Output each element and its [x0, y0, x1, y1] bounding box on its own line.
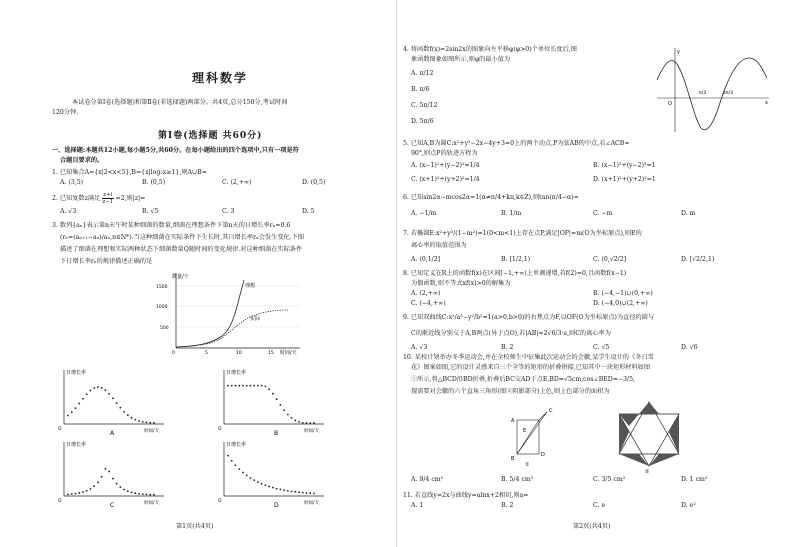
q8-option-a: A. (2,+∞)	[411, 290, 441, 297]
c-dot	[116, 483, 118, 485]
b-dot	[231, 385, 233, 387]
fig1-label-e: E	[523, 428, 527, 434]
c-y-label: 日增长率	[66, 442, 87, 448]
q6-option-a: A. −1/m	[411, 210, 437, 217]
q4-sine-curve	[657, 58, 767, 130]
c-dot	[67, 493, 69, 495]
option-b-chart	[212, 366, 332, 436]
fig1-folded-bc	[517, 412, 547, 454]
b-dot	[227, 385, 229, 387]
b-dot	[302, 422, 304, 424]
q10-option-a: A. 9/4 cm²	[411, 476, 444, 483]
q7-option-a: A. (0,1/2]	[411, 256, 441, 263]
b-dot	[246, 385, 248, 387]
d-dots	[227, 455, 315, 495]
q5-option-a: A. (x−1)²+(y−2)²=1/4	[411, 162, 480, 169]
q8-option-c: C. (−4,+∞)	[411, 300, 446, 307]
a-dot	[138, 420, 140, 422]
q5-option-b: B. (x−1)²+(y−2)²=1	[593, 162, 656, 169]
ideal-curve	[176, 280, 244, 347]
b-dot	[235, 385, 237, 387]
q5-option-d: D. (x+1)²+(y+2)²=1	[593, 176, 656, 183]
fig1-label-d: D	[541, 452, 545, 458]
b-dot	[298, 421, 300, 423]
b-dot	[287, 414, 289, 416]
b-dots	[227, 385, 315, 424]
question-3-line-4: 下日增长率rₙ的规律描述正确的是	[60, 258, 153, 265]
d-dot	[242, 472, 244, 474]
a-dot	[82, 398, 84, 400]
a-dots	[67, 386, 155, 424]
a-dot	[101, 387, 103, 389]
c-dot	[123, 489, 125, 491]
q7-option-b: B. [1/2,1)	[501, 256, 531, 263]
fig2-shade-1	[639, 402, 659, 414]
a-dot	[108, 393, 110, 395]
question-4-line-2: 象函数图象如图所示,则φ的最小值为	[411, 56, 511, 63]
a-dot	[116, 402, 118, 404]
q1-option-d: D. (0,5)	[302, 179, 326, 186]
a-dot	[78, 403, 80, 405]
q4-tick-2: 2π/3	[723, 91, 733, 96]
q2-option-d: D. 5	[302, 208, 315, 215]
q11-option-b: B. 2	[501, 502, 514, 509]
c-letter: C	[110, 502, 115, 508]
d-origin: O	[218, 499, 222, 504]
question-4-line-1: 4. 将函数f(x)=2sin2x的图象向左平移φ(φ>0)个单位长度后,图	[403, 46, 577, 53]
q4-tick-1: π/3	[699, 91, 707, 96]
d-dot	[313, 493, 315, 495]
right-page	[397, 0, 794, 547]
ideal-label: 理想	[245, 283, 256, 289]
c-dot	[112, 478, 114, 480]
question-1: 1. 已知集合A={x|2<x<5},B={x|log₂x≥1},则A∪B=	[52, 169, 207, 176]
q7-option-d: D. [√2/2,1)	[681, 256, 715, 263]
b-dot	[272, 393, 274, 395]
fig1-caption: ①	[525, 462, 530, 468]
q9-option-c: C. √5	[593, 344, 610, 351]
section-1-heading: 第Ⅰ卷(选择题 共60分)	[158, 131, 263, 141]
fig2-shade-2	[669, 414, 679, 454]
main-y-label: 数量/个	[172, 274, 189, 280]
a-dot	[71, 411, 73, 413]
question-3-line-3: 描述了细菌在理想和实际两种状态下细菌数量Q随时间的变化规律.对这种细菌在实际条件	[60, 246, 303, 253]
a-dot	[146, 422, 148, 424]
q10-option-c: C. 3/5 cm²	[593, 476, 626, 483]
a-dot	[119, 407, 121, 409]
c-dot	[90, 488, 92, 490]
q4-y-label: y	[677, 49, 680, 55]
q6-option-b: B. 1/m	[501, 210, 522, 217]
fig2-shade-3	[649, 454, 679, 466]
q2-text-a: 2. 已知复数z满足	[52, 195, 101, 202]
q1-option-c: C. (2,+∞)	[222, 179, 252, 186]
real-label: 实际	[250, 316, 261, 322]
a-dot	[134, 419, 136, 421]
ytick-1500: 1500	[156, 285, 168, 290]
q10-option-d: D. 1 cm²	[681, 476, 708, 483]
q10-figure-1	[507, 400, 577, 470]
question-3-line-2: (rₙ=(aₙ₊₁−aₙ)/aₙ,n∈N*).当这种细菌在实际条件下生长时,其日增长率rₙ会发生变化.下图	[60, 234, 305, 241]
c-dot	[138, 493, 140, 495]
b-dot	[264, 385, 266, 387]
q4-sine-graph	[653, 44, 773, 134]
q4-option-d: D. 5π/6	[411, 118, 434, 125]
bacteria-quantity-chart	[150, 268, 310, 358]
fig2-shade-4	[619, 454, 649, 466]
b-dot	[253, 385, 255, 387]
d-dot	[272, 487, 274, 489]
c-dot	[149, 494, 151, 496]
c-dot	[153, 494, 155, 496]
a-x-label: 时间/天	[144, 429, 160, 434]
question-11: 11. 若直线y=2x与曲线y=alnx+2相切,则a=	[403, 492, 529, 499]
main-x-label: 时间/天	[280, 350, 297, 356]
question-9-line-1: 9. 已知双曲线C:x²/a²−y²/b²=1(a>0,b>0)的右焦点为F,以OF(O为坐标原点)为直径的圆与	[403, 314, 655, 321]
question-8-line-2: 为偶函数,则不等式xf(x)>0的解集为	[411, 280, 511, 287]
q2-option-a: A. √3	[60, 208, 77, 215]
q10-figure-2	[609, 396, 689, 474]
q2-numerator: z+i	[103, 192, 113, 198]
d-dot	[253, 479, 255, 481]
b-dot	[306, 422, 308, 424]
q2-denominator: z−1	[102, 199, 114, 205]
q4-option-c: C. 5π/12	[411, 102, 438, 109]
d-dot	[264, 484, 266, 486]
exam-title: 理科数学	[192, 71, 249, 85]
right-footer: 第2页(共4页)	[573, 523, 611, 530]
a-dot	[75, 407, 77, 409]
intro-line-2: 120分钟。	[52, 109, 83, 116]
d-dot	[283, 489, 285, 491]
xtick-10: 10	[236, 351, 242, 356]
b-dot	[268, 388, 270, 390]
b-dot	[261, 385, 263, 387]
b-dot	[238, 385, 240, 387]
question-2	[52, 192, 145, 205]
q6-option-d: D. m	[681, 210, 696, 217]
d-dot	[298, 491, 300, 493]
a-dot	[67, 415, 69, 417]
d-dot	[257, 481, 259, 483]
a-dot	[123, 411, 125, 413]
xtick-15: 15	[268, 351, 274, 356]
c-dot	[101, 476, 103, 478]
fig1-label-b: B	[511, 456, 515, 462]
c-dot	[75, 493, 77, 495]
a-dot	[131, 417, 133, 419]
question-7-line-1: 7. 若椭圆E:x²+y²/(1−m²)=1(0<m<1)上存在点P,满足|OP|=m(O为坐标原点),则E的	[403, 230, 642, 237]
c-dot	[82, 491, 84, 493]
a-dot	[142, 421, 144, 423]
d-dot	[238, 468, 240, 470]
q2-text-b: =2,则|z|=	[115, 195, 146, 202]
a-dot	[86, 393, 88, 395]
question-10-line-1: 10. 某校计划举办冬季运动会,并在全校师生中征集此次运动会的会徽,某学生设计的《冬日雪	[403, 354, 654, 361]
question-7-line-2: 离心率的取值范围为	[411, 242, 467, 249]
q5-option-c: C. (x+1)²+(y+2)²=1/4	[411, 176, 480, 183]
a-dot	[127, 414, 129, 416]
d-dot	[287, 490, 289, 492]
q11-option-d: D. e²	[681, 502, 696, 509]
d-letter: D	[274, 502, 279, 508]
d-dot	[306, 492, 308, 494]
intro-line-1: 本试卷分第Ⅰ卷(选择题)和第Ⅱ卷(非选择题)两部分。共4页,总分150分,考试时间	[72, 99, 288, 106]
c-origin: O	[58, 499, 62, 504]
b-x-label: 时间/天	[304, 429, 320, 434]
question-10-line-2: 花》图案如图,它的设计灵感来自三个全等的矩形的折叠拼接,已知其中一块矩形材料如图	[411, 364, 651, 371]
q10-option-b: B. 5/4 cm²	[501, 476, 534, 483]
a-y-label: 日增长率	[66, 370, 87, 376]
c-dot	[142, 493, 144, 495]
question-9-line-2: C的渐近线分别交于A,B两点(异于点O),若|AB|=2√6/3·a,则C的离心率为	[411, 330, 611, 337]
b-dot	[242, 385, 244, 387]
q4-origin: O	[668, 101, 672, 107]
c-dot	[146, 494, 148, 496]
option-a-chart	[52, 366, 172, 436]
c-dot	[119, 486, 121, 488]
fig1-label-a: A	[511, 418, 515, 424]
option-d-chart	[212, 438, 332, 508]
q4-x-label: x	[765, 100, 768, 106]
q1-option-b: B. (0,5)	[142, 179, 166, 186]
b-dot	[279, 404, 281, 406]
a-dot	[153, 422, 155, 424]
fig1-folded-cd	[539, 412, 547, 420]
c-dot	[104, 468, 106, 470]
c-x-label: 时间/天	[144, 501, 160, 506]
a-dot	[97, 386, 99, 388]
c-dot	[93, 485, 95, 487]
b-dot	[313, 422, 315, 424]
option-c-chart	[52, 438, 172, 508]
b-origin: O	[218, 427, 222, 432]
ytick-500: 500	[160, 326, 169, 331]
d-dot	[235, 464, 237, 466]
d-dot	[231, 460, 233, 462]
b-letter: B	[274, 430, 279, 436]
d-dot	[291, 490, 293, 492]
b-dot	[309, 422, 311, 424]
q2-option-c: C. 3	[222, 208, 235, 215]
q4-option-b: B. π/6	[411, 86, 430, 93]
b-dot	[276, 398, 278, 400]
c-dot	[127, 490, 129, 492]
q1-option-a: A. (3,5)	[60, 179, 84, 186]
q8-option-d: D. (−4,0)∪(2,+∞)	[593, 300, 648, 307]
xtick-0: 0	[172, 351, 175, 356]
q7-option-c: C. (0,√2/2]	[593, 256, 627, 263]
c-dot	[131, 491, 133, 493]
question-10-line-3: ①所示,将△BCD沿BD折叠,折叠后BC交AD于点E,BD=√5cm,cos∠BED=−3/5,	[411, 376, 636, 383]
q2-option-b: B. √5	[142, 208, 159, 215]
d-dot	[250, 477, 252, 479]
fig1-label-c: C	[549, 408, 553, 414]
d-dot	[246, 475, 248, 477]
instruction-line-2: 合题目要求的。	[60, 157, 104, 164]
q8-option-b: B. (−4,−1)∪(0,+∞)	[593, 290, 653, 297]
q9-option-b: B. 2	[501, 344, 514, 351]
a-dot	[93, 387, 95, 389]
d-dot	[268, 486, 270, 488]
c-dot	[108, 471, 110, 473]
q9-option-d: D. √6	[681, 344, 698, 351]
b-dot	[257, 385, 259, 387]
a-dot	[104, 389, 106, 391]
q4-option-a: A. π/12	[411, 70, 434, 77]
d-dot	[302, 492, 304, 494]
c-dot	[134, 492, 136, 494]
question-5-line-1: 5. 已知A,B为圆C:x²+y²−2x−4y+3=0上的两个动点,P为弦AB的中点,若∠ACB=	[403, 140, 630, 147]
b-dot	[250, 385, 252, 387]
d-dot	[227, 455, 229, 457]
d-dot	[276, 488, 278, 490]
d-x-label: 时间/天	[304, 501, 320, 506]
d-dot	[309, 492, 311, 494]
q11-option-a: A. 1	[411, 502, 424, 509]
instruction-line-1: 一、选择题:本题共12小题,每小题5分,共60分。在每小题给出的四个选项中,只有一项是符	[52, 147, 299, 154]
xtick-5: 5	[205, 351, 208, 356]
d-dot	[279, 489, 281, 491]
q9-option-a: A. √3	[411, 344, 428, 351]
question-5-line-2: 90°,则点P的轨迹方程为	[411, 150, 478, 157]
q6-option-c: C. −m	[593, 210, 613, 217]
real-curve	[176, 310, 288, 347]
d-dot	[294, 491, 296, 493]
q11-option-c: C. e	[593, 502, 606, 509]
question-8-line-1: 8. 已知定义在R上的函数f(x)在区间[−1,+∞)上单调递增,若f(2)=0,且函数f(x−1)	[403, 270, 627, 277]
q2-fraction	[102, 192, 113, 205]
c-dot	[86, 490, 88, 492]
left-footer: 第1页(共4页)	[176, 523, 214, 530]
b-dot	[294, 419, 296, 421]
d-dot	[261, 483, 263, 485]
a-dot	[112, 397, 114, 399]
fig2-caption: ②	[645, 469, 650, 474]
b-y-label: 日增长率	[226, 370, 247, 376]
ytick-1000: 1000	[156, 305, 168, 310]
a-origin: O	[58, 427, 62, 432]
a-dot	[149, 422, 151, 424]
question-10-line-4: 现需要对会徽的六个直角三角形(图②阴影部分)上色,则上色部分的面积为	[411, 388, 610, 395]
c-dot	[71, 493, 73, 495]
c-dot	[97, 481, 99, 483]
b-dot	[291, 417, 293, 419]
d-y-label: 日增长率	[226, 442, 247, 448]
c-dot	[78, 492, 80, 494]
b-dot	[283, 409, 285, 411]
question-6: 6. 已知sin2α−mcos2α=1(α≠π/4+kπ,k∈Z),则tan(π/4−α)=	[403, 194, 579, 201]
question-3-line-1: 3. 数列{aₙ}表示第n天午时某种细菌的数量,细菌在理想条件下第n天的日增长率rₙ=0.6	[52, 222, 291, 229]
a-dot	[90, 390, 92, 392]
a-letter: A	[110, 430, 115, 436]
c-dots	[67, 468, 155, 496]
